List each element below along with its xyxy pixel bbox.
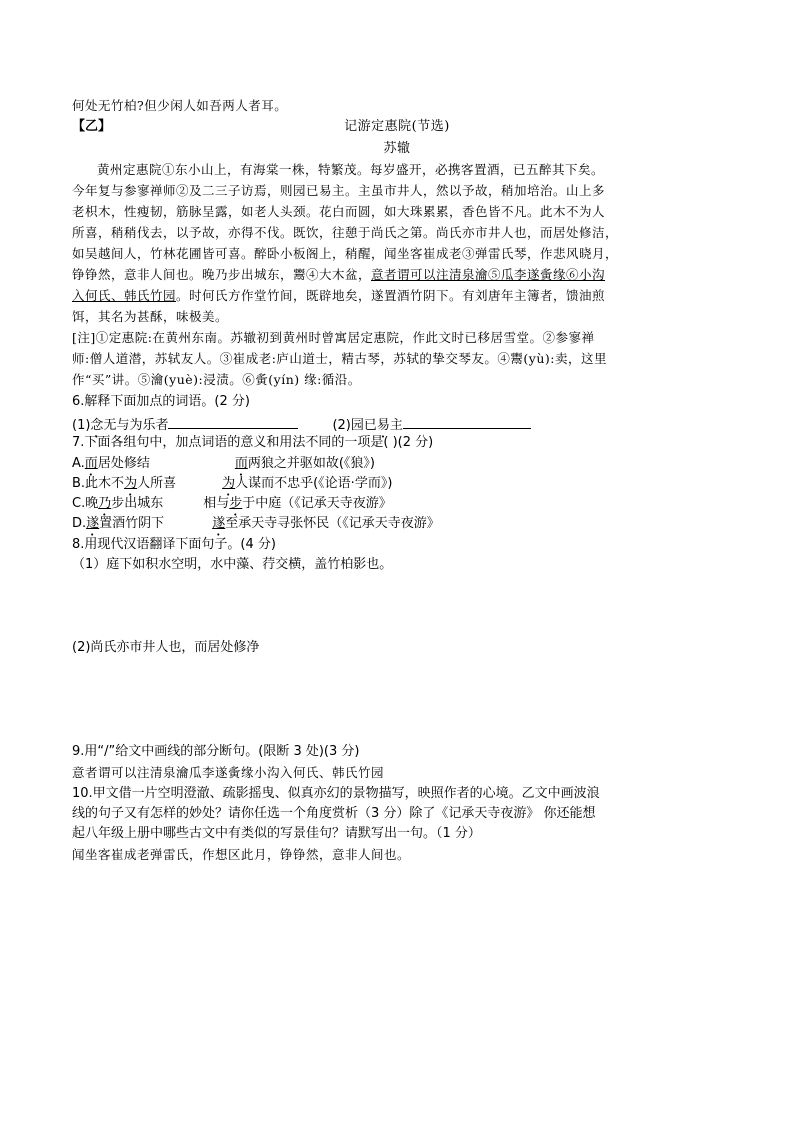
q9-text: 意者谓可以注清泉瀹瓜李遂夤缘小沟入何氏、韩氏竹园 bbox=[72, 765, 385, 780]
q7-b-left: 人所喜 bbox=[137, 476, 177, 491]
passage-line-1: 黄州定惠院①东小山上，有海棠一株，特繁茂。每岁盛开，必携客置酒，已五醉其下矣。 bbox=[97, 162, 605, 177]
q9-stem: 9.用“/”给文中画线的部分断句。(限断 3 处)(3 分) bbox=[72, 744, 360, 759]
passage-line-2: 今年复与参寥禅师②及二三子访焉，则园已易主。主虽市井人，然以予故，稍加培治。山上多 bbox=[72, 183, 606, 198]
q6-item2-answer-blank[interactable] bbox=[403, 415, 531, 429]
q7-d-left-dotted: 遂 bbox=[86, 516, 100, 531]
underlined-phrase-part-2: 入何氏、韩氏竹园 bbox=[72, 288, 177, 303]
q7-a-right: 两狼之并驱如故(《狼》) bbox=[247, 456, 375, 471]
q7-option-d bbox=[72, 516, 440, 539]
q7-d-right: 至承天寺寻张怀民（《记承天寺夜游》 bbox=[225, 516, 440, 531]
underlined-phrase-part-1: 意者谓可以注清泉瀹⑤瓜李遂夤缘⑥小沟 bbox=[371, 267, 606, 282]
passage-label: 【乙】 bbox=[72, 119, 112, 134]
q7-a-left-dotted: 而 bbox=[84, 456, 98, 471]
q6-item2-dotted-word: 易 bbox=[376, 418, 390, 433]
q7-b-label: B.此木不 bbox=[72, 476, 125, 491]
note-line-1: [注]①定惠院:在黄州东南。苏辙初到黄州时曾寓居定惠院，作此文时已移居雪堂。②参寥禅 bbox=[72, 330, 595, 345]
q6-item1-text: 无与为乐者 bbox=[103, 418, 169, 433]
q7-d-left: 置酒竹阴下 bbox=[99, 516, 165, 531]
passage-line-5: 如吴越间人，竹林花圃皆可喜。醉卧小板阁上，稍醒，闻坐客崔成老③弹雷氏琴，作悲风晓月， bbox=[72, 246, 619, 261]
note-line-2: 师:僧人道潜，苏轼友人。③崔成老:庐山道士，精古琴，苏轼的挚交琴友。④鬻(yù):卖，这里 bbox=[72, 351, 608, 366]
q10-line-2: 线的句子又有怎样的妙处？请你任选一个角度赏析（3 分）除了《记承天寺夜游》 你还能想 bbox=[72, 806, 596, 821]
q6-item2-text: 主 bbox=[389, 418, 403, 433]
q7-b-left-dotted: 为 bbox=[124, 476, 138, 491]
passage-author: 苏辙 bbox=[383, 141, 411, 156]
passage-line-3: 老枳木，性瘦韧，筋脉呈露，如老人头颈。花白而圆，如大珠累累，香色皆不凡。此木不为人 bbox=[72, 204, 606, 219]
q8-sentence-1: （1）庭下如积水空明，水中藻、荇交横，盖竹柏影也。 bbox=[72, 557, 393, 572]
q7-d-label: D. bbox=[72, 516, 87, 531]
q7-c-right-dotted: 步 bbox=[229, 496, 243, 511]
q6-item1-label: (1) bbox=[72, 418, 91, 433]
passage-line-4: 所喜，稍稍伐去，以予故，亦得不伐。既饮，往憩于尚氏之第。尚氏亦市井人也，而居处修洁， bbox=[72, 225, 619, 240]
note-line-3: 作“买”讲。⑤瀹(yuè):浸渍。⑥夤(yín) 缘:循沿。 bbox=[72, 372, 361, 387]
q7-b-right-dotted: 为 bbox=[222, 476, 236, 491]
q7-c-left: 步出城东 bbox=[111, 496, 164, 511]
intro-line: 何处无竹柏?但少闲人如吾两人者耳。 bbox=[72, 98, 288, 113]
q6-item1-answer-blank[interactable] bbox=[168, 415, 298, 429]
passage-line-6 bbox=[72, 267, 605, 283]
passage-title: 记游定惠院(节选) bbox=[344, 119, 450, 134]
q7-a-label: A. bbox=[72, 456, 85, 471]
q6-item1-dotted-word: 念 bbox=[90, 418, 104, 433]
q6-stem: 6.解释下面加点的词语。(2 分) bbox=[72, 394, 250, 409]
q8-stem: 8.用现代汉语翻译下面句子。(4 分) bbox=[72, 537, 276, 552]
passage-line-8: 饵，其名为甚酥，味极美。 bbox=[72, 309, 229, 324]
q7-a-right-dotted: 而 bbox=[234, 456, 248, 471]
passage-line-7-text: 。时何氏方作堂竹间，既辟地矣，遂置酒竹阴下。有刘唐年主簿者，馈油煎 bbox=[176, 288, 606, 303]
q10-student-answer: 闻坐客崔成老弹雷氏，作想区此月，铮铮然，意非人间也。 bbox=[72, 847, 411, 862]
q6-item2-label: (2)园已 bbox=[332, 418, 377, 433]
q8-sentence-2: (2)尚氏亦市井人也，而居处修净 bbox=[72, 640, 260, 655]
q7-b-right: 人谋而不忠乎(《论语·学而》) bbox=[235, 476, 393, 491]
q7-c-right: 于中庭（《记承天寺夜游》 bbox=[242, 496, 392, 511]
q7-stem: 7.下面各组句中，加点词语的意义和用法不同的一项是( )(2 分) bbox=[72, 435, 434, 450]
q10-line-1: 10.甲文借一片空明澄澈、疏影摇曳、似真亦幻的景物描写，映照作者的心境。乙文中画波浪 bbox=[72, 786, 600, 801]
passage-line-6-text: 铮铮然，意非人间也。晚乃步出城东，鬻④大木盆， bbox=[72, 267, 372, 282]
q7-a-left: 居处修结 bbox=[97, 456, 150, 471]
passage-line-7 bbox=[72, 288, 605, 304]
q10-line-3: 起八年级上册中哪些古文中有类似的写景佳句？请默写出一句。（1 分） bbox=[72, 826, 481, 841]
q7-c-left-dotted: 乃 bbox=[98, 496, 112, 511]
q7-c-right-pre: 相与 bbox=[203, 496, 230, 511]
q7-d-right-dotted: 遂 bbox=[212, 516, 226, 531]
q7-c-label: C.晚 bbox=[72, 496, 99, 511]
